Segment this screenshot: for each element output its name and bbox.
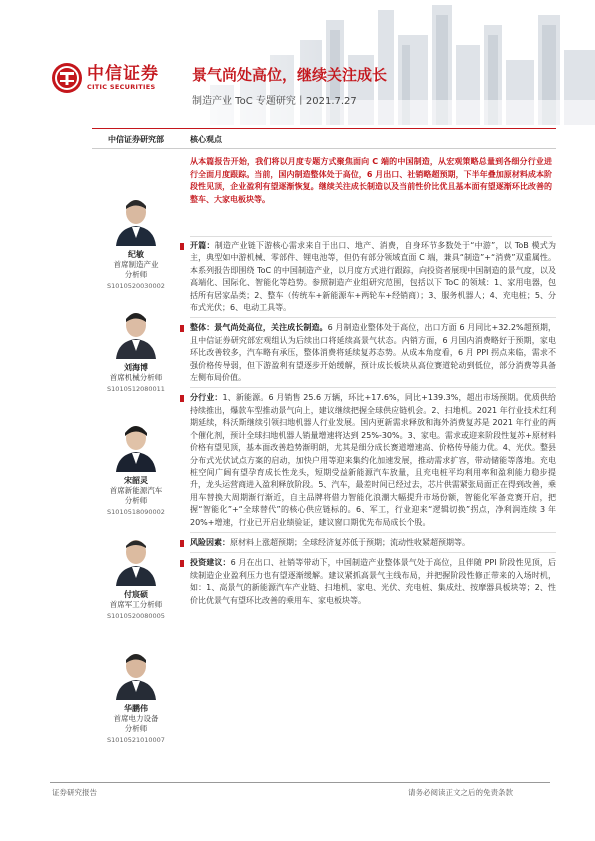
- analyst-card: [86, 416, 186, 517]
- core-view-heading: 核心观点: [190, 135, 222, 144]
- bullet-marker: [180, 243, 184, 250]
- report-subtitle: 制造产业 ToC 专题研究丨2021.7.27: [192, 96, 357, 107]
- analyst-title: 首席机械分析师: [109, 373, 163, 382]
- point-divider: [190, 532, 556, 533]
- section-divider: [92, 148, 556, 149]
- analyst-card: [86, 303, 186, 394]
- research-dept-heading: 中信证券研究部: [108, 135, 164, 144]
- point-lead: 风险因素：: [190, 537, 230, 547]
- analyst-photo: [108, 416, 164, 472]
- analyst-license-id: S1010520030002: [107, 282, 165, 290]
- point-divider: [190, 387, 556, 388]
- analyst-card: [86, 530, 186, 621]
- analyst-card: [86, 190, 186, 291]
- citic-logo-icon: [52, 63, 82, 93]
- footer-report-type: 证券研究报告: [52, 788, 97, 797]
- key-points: [176, 240, 556, 610]
- bullet-marker: [180, 395, 184, 402]
- analyst-name: 华鹏伟: [124, 704, 148, 713]
- analyst-title: 首席电力设备: [113, 714, 159, 723]
- analyst-license-id: S1010521010007: [107, 736, 165, 744]
- analyst-title: 首席新能源汽车: [109, 486, 163, 495]
- point-lead: 投资建议：: [190, 558, 231, 568]
- analyst-license-id: S1010512080011: [107, 385, 165, 393]
- bullet-marker: [180, 540, 184, 547]
- analyst-photo: [108, 190, 164, 246]
- analyst-card: [86, 644, 186, 745]
- analyst-photo: [108, 644, 164, 700]
- analyst-name: 付宸硕: [124, 590, 148, 599]
- analyst-title-2: 分析师: [124, 724, 148, 733]
- footer-divider: [50, 782, 550, 783]
- point-lead: 开篇：: [190, 241, 215, 250]
- summary-paragraph: 从本篇报告开始，我们将以月度专题方式聚焦面向 C 端的中国制造，从宏观策略总量到各细分行业进行全面月度跟踪。当前，国内制造整体处于高位，6 月出口、社销略超预期，下半年叠加原材料成本阶段性见顶，企业盈利有望逐渐恢复。继续关注成长制造以及当前性价比优且基本面有望逐渐环比改善的整车、大家电板块等。: [190, 157, 552, 204]
- analyst-photo: [108, 530, 164, 586]
- bullet-marker: [180, 325, 184, 332]
- point-risks: [176, 537, 556, 549]
- point-divider: [190, 317, 556, 318]
- header-divider: [92, 128, 556, 129]
- analyst-license-id: S1010518090002: [107, 508, 165, 516]
- footer-disclaimer-note: 请务必阅读正文之后的免责条款: [408, 788, 513, 797]
- analyst-name: 刘海博: [124, 363, 148, 372]
- brand-name-en: CITIC SECURITIES: [87, 83, 156, 91]
- point-text: 原材料上涨超预期；全球经济复苏低于预期；流动性收紧超预期等。: [230, 537, 470, 547]
- analyst-title: 首席军工分析师: [109, 600, 163, 609]
- report-title: 景气尚处高位，继续关注成长: [192, 66, 388, 84]
- point-text: 1、新能源。6 月销售 25.6 万辆，环比+17.6%，同比+139.3%，超出市场预期。优质供给持续推出，爆款车型推动景气向上，建议继续把握全球供应链机会。2、扫地机。2021 年行业技术红利期延续，科沃斯继续引领扫地机器人行业发展。国内更新需求释放和海外消费复苏是 2021 年行业的两个催化剂，预计全球扫地机器人销量增速将达到 25%-30%。3、家电。需求或迎来阶段性复苏+原材料价格有望见顶，基本面改善趋势渐明朗，尤其是细分成长赛道增速高、价格传导能力优。4、光伏。整县分布式光伏试点方案的启动，加快户用等迎来集约化加速发展，推动需求扩容，带动储能等落地。充电桩空间广阔有望孕育成长性龙头，短期受益新能源汽车放量，且充电桩平均利用率和盈利能力稳步提升，龙头运营商进入盈利释放阶段。5、汽车，最差时间已经过去，芯片供需紧张局面正在得到改善，乘用车替换大周期渐行渐近，自主品牌将借力智能化浪潮大幅提升市场份额，智能化军备竞赛开启，把握“智能化”+“全球替代”的核心供应链标的。6、军工，行业迎来“逻辑切换”拐点，净利润连续 3 年 20%+增速，行业已开启业绩验证，建议窗口期优先布局成长个股。: [190, 393, 556, 527]
- analyst-name: 纪敏: [128, 250, 144, 259]
- analyst-title-2: 分析师: [124, 270, 148, 279]
- point-investment-advice: [176, 557, 556, 607]
- analyst-name: 宋韶灵: [124, 476, 148, 485]
- point-divider: [190, 552, 556, 553]
- point-overall: [176, 322, 556, 384]
- point-opening: [176, 240, 556, 314]
- report-header: [0, 0, 595, 125]
- summary-divider: [190, 236, 552, 237]
- analyst-license-id: S1010520080005: [107, 612, 165, 620]
- point-text: 6 月在出口、社销等带动下，中国制造产业整体景气处于高位，且伴随 PPI 阶段性见顶，后续制造企业盈利压力也有望逐渐缓解。建议紧抓高景气主线布局，并把握阶段性修正带来的入场时机，如：1、高景气的新能源汽车产业链、扫地机、家电、光伏、充电桩、集成灶、按摩器具板块等；2、性价比优景气有望环比改善的乘用车、家电板块等。: [190, 558, 556, 605]
- point-lead: 整体：景气尚处高位，关注成长制造。: [190, 323, 328, 333]
- brand-logo: [52, 63, 159, 93]
- brand-name-cn: 中信证券: [87, 64, 159, 84]
- point-lead: 分行业：: [190, 393, 223, 403]
- analyst-title: 首席制造产业: [113, 260, 159, 269]
- analyst-title-2: 分析师: [124, 496, 148, 505]
- point-text: 制造产业链下游核心需求来自于出口、地产、消费，自身环节多数处于“中游”，以 ToB 模式为主，典型如中游机械、零部件、锂电池等，但仍有部分领域直面 C 端，兼具“制造”+“消费”双重属性。本系列报告即围绕 ToC 的中国制造产业，以月度方式进行跟踪，向投资者展现中国制造的景气度，以及高端化、国际化、智能化等趋势。参照制造产业组研究范围，包括以下 ToC 的领域：1、家用电器，包括所有居家品类；2、整车（传统车+新能源车+两轮车+经销商）；3、服务机器人；4、充电桩；5、分布式光伏；6、电动工具等。: [190, 241, 557, 313]
- analyst-photo: [108, 303, 164, 359]
- bullet-marker: [180, 560, 184, 567]
- point-by-industry: [176, 392, 556, 528]
- point-text: 6 月制造业整体处于高位，出口方面 6 月同比+32.2%超预期，且中信证券研究部宏观组认为后续出口将延续高景气状态。内销方面，6 月国内消费略好于预期，家电环比改善较多，汽车略有承压，整体消费将延续复苏态势。从成本角度看，6 月 PPI 拐点来临，需求不强价格传导弱，但下游盈利有望逐步开始缓解，预计成长板块从高位赛道轮动到低位，部分消费等具备左侧布局价值。: [190, 323, 556, 383]
